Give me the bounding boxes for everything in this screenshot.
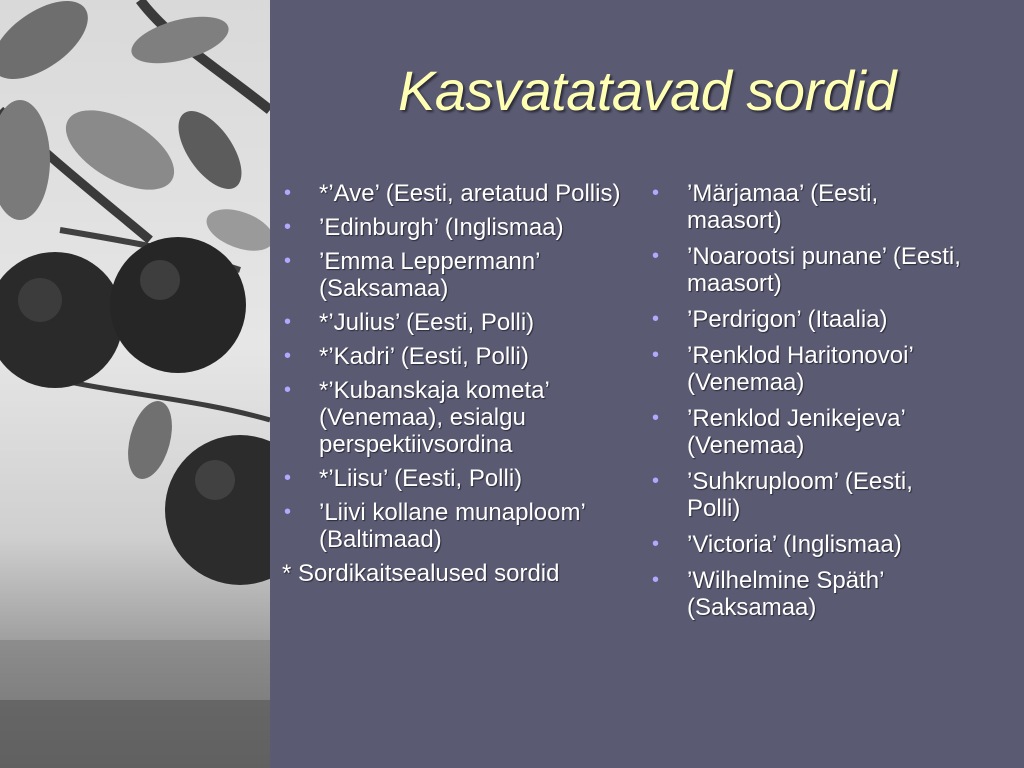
list-item: • *’Kubanskaja kometa’ (Venemaa), esialgu perspektiivsordina (284, 377, 549, 458)
list-item: • ’Wilhelmine Späth’ (Saksamaa) (652, 567, 884, 621)
list-item: • ’Liivi kollane munaploom’ (Baltimaad) (284, 499, 585, 553)
bullet-icon: • (652, 470, 660, 492)
bullet-icon: • (284, 216, 292, 238)
bullet-icon: • (284, 467, 292, 489)
list-item: • *’Ave’ (Eesti, aretatud Pollis) (284, 180, 621, 207)
right-column (650, 180, 970, 630)
bullet-icon: • (652, 407, 660, 429)
list-item: • ’Emma Leppermann’ (Saksamaa) (284, 248, 540, 302)
plum-branch-photo (0, 0, 270, 768)
list-item: • ’Renklod Jenikejeva’ (Venemaa) (652, 405, 905, 459)
list-item: • *’Liisu’ (Eesti, Polli) (284, 465, 523, 492)
bullet-icon: • (284, 501, 292, 523)
left-variety-list (282, 180, 627, 553)
slide-title: Kasvatatavad sordid (398, 59, 896, 122)
list-item: • ’Edinburgh’ (Inglismaa) (284, 214, 564, 241)
left-column (282, 180, 627, 587)
bullet-icon: • (284, 182, 292, 204)
list-item: • ’Victoria’ (Inglismaa) (652, 531, 902, 558)
footnote: * Sordikaitsealused sordid (282, 560, 560, 587)
bullet-icon: • (652, 308, 660, 330)
bullet-icon: • (652, 344, 660, 366)
right-variety-list (650, 180, 970, 621)
list-item: • ’Noarootsi punane’ (Eesti, maasort) (652, 243, 961, 297)
list-item: • ’Renklod Haritonovoi’ (Venemaa) (652, 342, 913, 396)
list-item: • *’Kadri’ (Eesti, Polli) (284, 343, 529, 370)
bullet-icon: • (284, 311, 292, 333)
plum-branch-image (0, 0, 270, 768)
bullet-icon: • (652, 533, 660, 555)
bullet-icon: • (652, 182, 660, 204)
list-item: • ’Suhkruploom’ (Eesti, Polli) (652, 468, 913, 522)
bullet-icon: • (652, 569, 660, 591)
bullet-icon: • (652, 245, 660, 267)
bullet-icon: • (284, 379, 292, 401)
list-item: • ’Perdrigon’ (Itaalia) (652, 306, 888, 333)
list-item: • ’Märjamaa’ (Eesti, maasort) (652, 180, 879, 234)
list-item: • *’Julius’ (Eesti, Polli) (284, 309, 535, 336)
bullet-icon: • (284, 345, 292, 367)
bullet-icon: • (284, 250, 292, 272)
